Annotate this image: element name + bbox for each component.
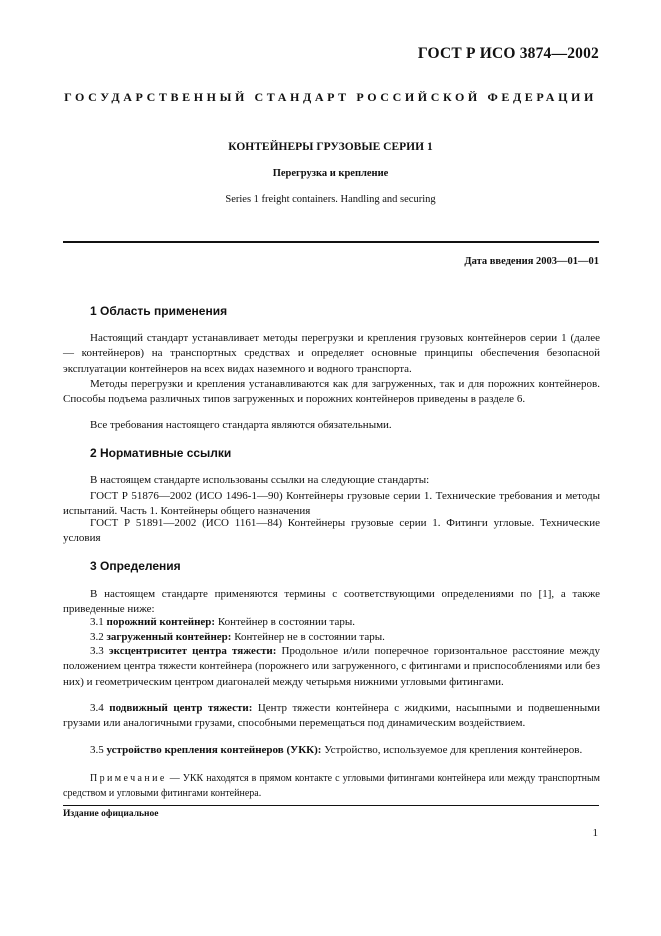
definition-text: Устройство, используемое для крепления контейнеров.	[324, 744, 583, 756]
section-1-heading: 1 Область применения	[90, 304, 228, 318]
document-code: ГОСТ Р ИСО 3874—2002	[417, 45, 599, 62]
section-3-heading: 3 Определения	[90, 559, 181, 573]
intro-date: Дата введения 2003—01—01	[464, 256, 599, 267]
document-title: КОНТЕЙНЕРЫ ГРУЗОВЫЕ СЕРИИ 1	[228, 141, 433, 153]
definition-text: Продольное и/или поперечное горизонтальное расстояние между положением центра тяжести контейнера (порожнего или загруженного, с фитингами и приспособлениями или без них) и геометрическим центром диагоналей между четырьмя нижними угловыми фитингами.	[63, 645, 601, 688]
note	[63, 772, 600, 801]
definition-text: Центр тяжести контейнера с жидкими, насыпными и подвешенными грузами или аналогичными грузами, способными перемещаться под динамическим воздействием.	[63, 702, 600, 730]
definition-term: эксцентриситет центра тяжести:	[108, 645, 277, 657]
section-1-paragraph-3: Все требования настоящего стандарта являются обязательными.	[90, 419, 392, 431]
definition-term: загруженный контейнер:	[106, 631, 232, 643]
title-divider	[63, 241, 599, 243]
definition-number: 3.4	[90, 702, 104, 714]
section-2-reference-1: ГОСТ Р 51876—2002 (ИСО 1496-1—90) Контейнеры грузовые серии 1. Технические требования и методы испытаний. Часть 1. Контейнеры общего назначения	[63, 490, 600, 518]
edition-label: Издание официальное	[63, 809, 159, 819]
section-1-paragraph-1: Настоящий стандарт устанавливает методы перегрузки и крепления грузовых контейнеров серии 1 (далее — контейнеров) на транспортных средствах и определяет основные принципы обеспечения безопасной эксплуатации контейнеров на всех видах наземного и водного транспорта.	[63, 332, 600, 375]
definition-text: Контейнер в состоянии тары.	[217, 616, 355, 628]
definition-term: подвижный центр тяжести:	[109, 702, 253, 714]
section-3-intro: В настоящем стандарте применяются термины с соответствующими определениями по [1], а также приведенные ниже:	[63, 588, 600, 616]
definition-number: 3.2	[90, 631, 104, 643]
section-1-paragraph-2: Методы перегрузки и крепления устанавливаются как для загруженных, так и для порожних контейнеров. Способы подъема различных типов загруженных и порожних контейнеров приведены в разделе 6.	[63, 378, 600, 406]
definition-3-5	[63, 743, 600, 758]
footer-divider	[63, 805, 599, 806]
definition-term: устройство крепления контейнеров (УКК):	[106, 744, 322, 756]
definition-number: 3.1	[90, 616, 104, 628]
section-2-heading: 2 Нормативные ссылки	[90, 446, 232, 460]
definition-3-1	[63, 615, 600, 630]
note-label: Примечание	[90, 773, 167, 784]
page-number: 1	[592, 827, 598, 839]
state-standard-heading: ГОСУДАРСТВЕННЫЙ СТАНДАРТ РОССИЙСКОЙ ФЕДЕРАЦИИ	[64, 90, 597, 104]
definition-3-3	[63, 644, 600, 690]
definition-3-4	[63, 701, 600, 732]
section-2-reference-2: ГОСТ Р 51891—2002 (ИСО 1161—84) Контейнеры грузовые серии 1. Фитинги угловые. Технические условия	[63, 517, 600, 545]
english-title: Series 1 freight containers. Handling and securing	[225, 194, 436, 205]
definition-term: порожний контейнер:	[106, 616, 216, 628]
document-subtitle: Перегрузка и крепление	[272, 168, 389, 179]
definition-number: 3.5	[90, 744, 104, 756]
section-2-paragraph-1: В настоящем стандарте использованы ссылки на следующие стандарты:	[90, 474, 430, 486]
definition-text: Контейнер не в состоянии тары.	[234, 631, 385, 643]
definition-number: 3.3	[90, 645, 104, 657]
note-text: — УКК находятся в прямом контакте с угловыми фитингами контейнера или между транспортным средством и угловыми фитингами контейнера.	[63, 773, 600, 799]
